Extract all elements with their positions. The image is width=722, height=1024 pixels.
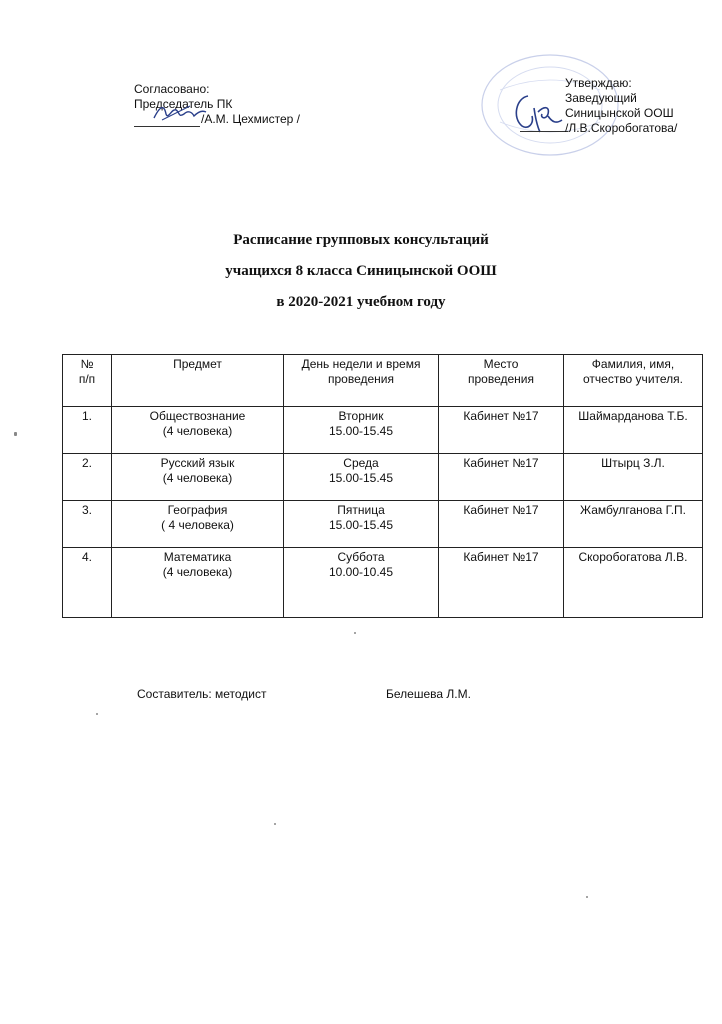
row-subject: География ( 4 человека) [112,501,284,548]
table-row [63,454,703,501]
approval-right-block [565,76,677,136]
document-title-line1: Расписание групповых консультаций [233,232,489,248]
approval-right-position: Заведующий [565,91,637,105]
approval-left-position: Председатель ПК [134,97,233,111]
row-subject: Математика (4 человека) [112,548,284,618]
row-day-time: Суббота 10.00-10.45 [284,548,439,618]
row-place: Кабинет №17 [439,454,564,501]
table-row [63,548,703,618]
scan-speck [274,823,276,825]
row-place: Кабинет №17 [439,548,564,618]
scan-speck [96,713,98,715]
row-day-time: Вторник 15.00-15.45 [284,407,439,454]
left-signature-image [150,100,210,124]
schedule-table [62,354,703,618]
document-title-line2: учащихся 8 класса Синицынской ООШ [225,263,497,279]
scan-speck [586,896,588,898]
row-number: 4. [63,548,112,618]
approval-left-name: /А.М. Цехмистер / [201,112,300,126]
footer-role: Составитель: методист [137,687,267,701]
header-teacher: Фамилия, имя, отчество учителя. [564,355,703,407]
row-subject: Обществознание (4 человека) [112,407,284,454]
row-teacher: Жамбулганова Г.П. [564,501,703,548]
approval-right-school: Синицынской ООШ [565,106,674,120]
approval-right-label: Утверждаю: [565,76,632,90]
scan-speck [354,632,356,634]
table-header-row [63,355,703,407]
row-teacher: Шаймарданова Т.Б. [564,407,703,454]
approval-left-label: Согласовано: [134,82,210,96]
document-title-line3: в 2020-2021 учебном году [276,294,446,310]
header-place: Место проведения [439,355,564,407]
row-teacher: Скоробогатова Л.В. [564,548,703,618]
right-signature-underline [520,131,568,132]
row-day-time: Среда 15.00-15.45 [284,454,439,501]
scan-speck [14,432,17,436]
header-day-time: День недели и время проведения [284,355,439,407]
row-teacher: Штырц З.Л. [564,454,703,501]
footer-name: Белешева Л.М. [386,687,471,701]
approval-right-name: /Л.В.Скоробогатова/ [565,121,678,135]
row-number: 2. [63,454,112,501]
row-place: Кабинет №17 [439,407,564,454]
row-subject: Русский язык (4 человека) [112,454,284,501]
table-row [63,407,703,454]
row-number: 3. [63,501,112,548]
header-number: № п/п [63,355,112,407]
table-row [63,501,703,548]
row-day-time: Пятница 15.00-15.45 [284,501,439,548]
header-subject: Предмет [112,355,284,407]
row-number: 1. [63,407,112,454]
row-place: Кабинет №17 [439,501,564,548]
